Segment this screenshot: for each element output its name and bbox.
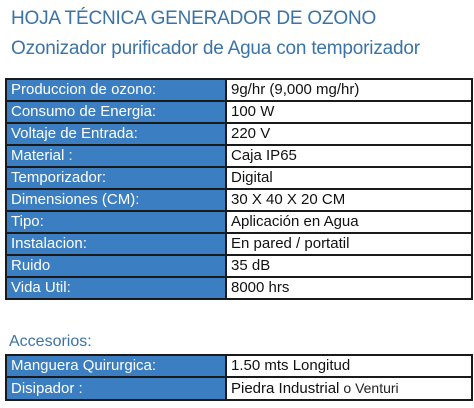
spec-row: [6, 233, 472, 255]
spec-row: [6, 145, 472, 167]
spec-label: Voltaje de Entrada:: [6, 123, 226, 145]
spec-value: Digital: [226, 167, 472, 189]
spec-value: 8000 hrs: [226, 277, 472, 299]
spec-value: Caja IP65: [226, 145, 472, 167]
spec-label: Ruido: [6, 255, 226, 277]
accessory-label: Disipador :: [6, 377, 226, 400]
spec-value: 35 dB: [226, 255, 472, 277]
spec-row: [6, 167, 472, 189]
spec-row: [6, 79, 472, 101]
spec-table: [5, 78, 473, 300]
spec-value: En pared / portatil: [226, 233, 472, 255]
spec-row: [6, 211, 472, 233]
spec-value: Aplicación en Agua: [226, 211, 472, 233]
accessory-value-text: 1.50 mts Longitud: [231, 357, 351, 374]
sheet-subtitle: Ozonizador purificador de Agua con temporizador: [11, 38, 420, 59]
spec-label: Tipo:: [6, 211, 226, 233]
accessory-value-extra: o Venturi: [343, 380, 399, 396]
accessories-table: [5, 354, 473, 401]
spec-label: Vida Util:: [6, 277, 226, 299]
spec-label: Material :: [6, 145, 226, 167]
accessory-row: [6, 355, 472, 377]
spec-row: [6, 277, 472, 299]
spec-label: Temporizador:: [6, 167, 226, 189]
spec-row: [6, 101, 472, 123]
sheet-title: HOJA TÉCNICA GENERADOR DE OZONO: [11, 8, 377, 29]
spec-label: Produccion de ozono:: [6, 79, 226, 101]
spec-value: 220 V: [226, 123, 472, 145]
spec-label: Dimensiones (CM):: [6, 189, 226, 211]
accessory-value: [226, 377, 472, 400]
accessories-heading: Accesorios:: [9, 333, 92, 350]
spec-label: Consumo de Energia:: [6, 101, 226, 123]
accessory-row: [6, 377, 472, 400]
spec-row: [6, 189, 472, 211]
accessory-value-text: Piedra Industrial: [231, 380, 340, 397]
accessory-label: Manguera Quirurgica:: [6, 355, 226, 377]
spec-value: 9g/hr (9,000 mg/hr): [226, 79, 472, 101]
accessory-value: [226, 355, 472, 377]
spec-label: Instalacion:: [6, 233, 226, 255]
spec-row: [6, 255, 472, 277]
spec-value: 100 W: [226, 101, 472, 123]
spec-value: 30 X 40 X 20 CM: [226, 189, 472, 211]
spec-row: [6, 123, 472, 145]
